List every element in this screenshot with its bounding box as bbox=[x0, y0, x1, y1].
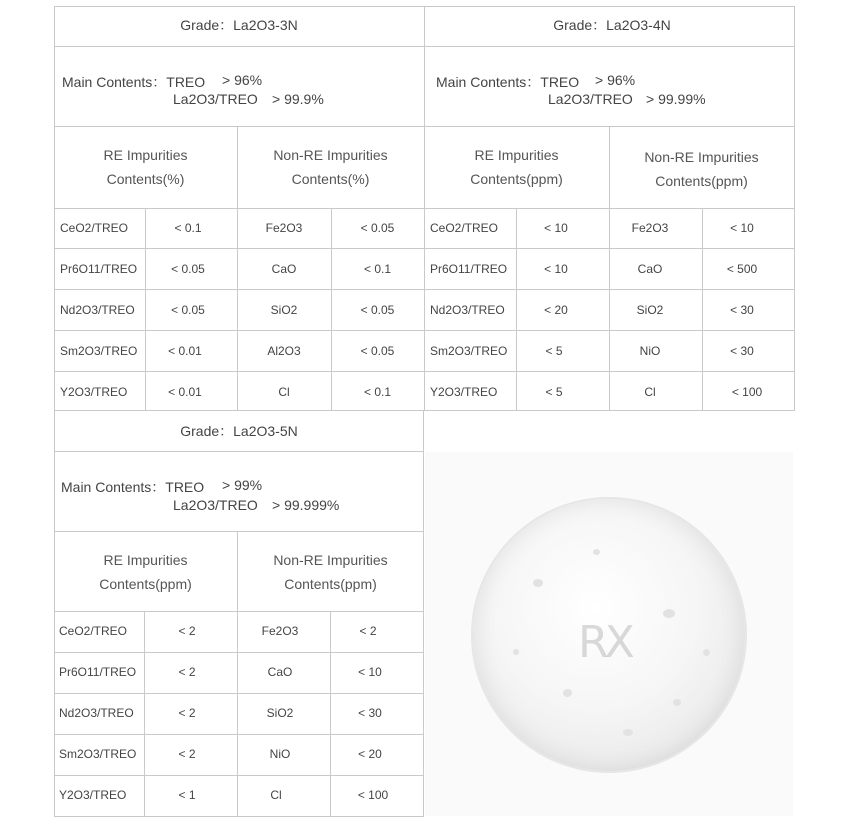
la-treo-label: La2O3/TREO bbox=[548, 91, 633, 107]
table-cell: < 2 bbox=[178, 665, 196, 679]
table-cell: < 0.1 bbox=[363, 385, 392, 399]
grade-title: Grade：La2O3-3N bbox=[180, 17, 298, 33]
table-cell: < 30 bbox=[358, 706, 382, 720]
re-header: RE Impurities Contents(ppm) bbox=[99, 552, 192, 592]
table-cell: Cl bbox=[270, 788, 282, 802]
table-row: CeO2/TREO bbox=[60, 221, 129, 235]
table-row: Sm2O3/TREO bbox=[59, 747, 137, 761]
table-row: CeO2/TREO bbox=[430, 221, 499, 235]
re-header: RE Impurities Contents(ppm) bbox=[470, 147, 563, 187]
re-header: RE Impurities Contents(%) bbox=[103, 147, 188, 187]
table-row: Pr6O11/TREO bbox=[430, 262, 508, 276]
la-treo-value: > 99.999% bbox=[272, 497, 340, 513]
table-cell: < 30 bbox=[730, 344, 754, 358]
table-cell: CaO bbox=[637, 262, 663, 276]
table-cell: < 500 bbox=[726, 262, 758, 276]
table-cell: Al2O3 bbox=[267, 344, 301, 358]
table-cell: < 10 bbox=[730, 221, 754, 235]
grade-title: Grade：La2O3-4N bbox=[553, 17, 671, 33]
main-contents-label: Main Contents：TREO bbox=[62, 74, 206, 90]
table-row: CeO2/TREO bbox=[59, 624, 128, 638]
table-row: Sm2O3/TREO bbox=[60, 344, 138, 358]
table-cell: Fe2O3 bbox=[631, 221, 669, 235]
la-treo-label: La2O3/TREO bbox=[173, 91, 258, 107]
table-cell: < 30 bbox=[730, 303, 754, 317]
product-photo bbox=[425, 452, 793, 816]
table-cell: < 0.05 bbox=[360, 303, 395, 317]
table-cell: < 0.01 bbox=[168, 385, 202, 399]
table-row: Nd2O3/TREO bbox=[430, 303, 505, 317]
table-cell: < 0.05 bbox=[360, 344, 395, 358]
table-cell: < 100 bbox=[731, 385, 763, 399]
table-cell: SiO2 bbox=[636, 303, 664, 317]
treo-value: > 96% bbox=[222, 72, 263, 88]
table-cell: < 20 bbox=[358, 747, 382, 761]
table-cell: < 2 bbox=[178, 747, 196, 761]
table-row: Nd2O3/TREO bbox=[59, 706, 134, 720]
table-row: Y2O3/TREO bbox=[430, 385, 498, 399]
table-row: Pr6O11/TREO bbox=[60, 262, 138, 276]
table-cell: < 0.1 bbox=[363, 262, 392, 276]
table-cell: < 10 bbox=[544, 262, 568, 276]
table-cell: Fe2O3 bbox=[261, 624, 299, 638]
table-cell: < 2 bbox=[359, 624, 377, 638]
table-cell: SiO2 bbox=[270, 303, 298, 317]
table-cell: Fe2O3 bbox=[265, 221, 303, 235]
la-treo-label: La2O3/TREO bbox=[173, 497, 258, 513]
table-cell: NiO bbox=[639, 344, 661, 358]
table-cell: < 1 bbox=[178, 788, 196, 802]
nonre-header: Non-RE Impurities Contents(ppm) bbox=[644, 149, 759, 189]
table-cell: NiO bbox=[269, 747, 291, 761]
table-cell: < 0.01 bbox=[168, 344, 202, 358]
treo-value: > 96% bbox=[595, 72, 636, 88]
table-cell: < 0.05 bbox=[360, 221, 395, 235]
treo-value: > 99% bbox=[222, 477, 263, 493]
table-cell: Cl bbox=[644, 385, 656, 399]
table-row: Nd2O3/TREO bbox=[60, 303, 135, 317]
main-contents-label: Main Contents：TREO bbox=[61, 479, 205, 495]
table-cell: < 10 bbox=[358, 665, 382, 679]
table-cell: < 0.05 bbox=[171, 303, 205, 317]
table-cell: < 10 bbox=[544, 221, 568, 235]
table-cell: < 2 bbox=[178, 706, 196, 720]
table-cell: CaO bbox=[267, 665, 293, 679]
table-cell: < 2 bbox=[178, 624, 196, 638]
table-cell: < 0.05 bbox=[171, 262, 205, 276]
la-treo-value: > 99.99% bbox=[646, 91, 706, 107]
table-row: Sm2O3/TREO bbox=[430, 344, 508, 358]
table-cell: < 5 bbox=[545, 344, 563, 358]
nonre-header: Non-RE Impurities Contents(ppm) bbox=[273, 552, 388, 592]
table-cell: < 20 bbox=[544, 303, 568, 317]
main-contents-label: Main Contents：TREO bbox=[436, 74, 580, 90]
table-cell: < 0.1 bbox=[174, 221, 202, 235]
table-row: Y2O3/TREO bbox=[59, 788, 127, 802]
table-cell: Cl bbox=[278, 385, 290, 399]
table-row: Y2O3/TREO bbox=[60, 385, 128, 399]
la-treo-value: > 99.9% bbox=[272, 91, 324, 107]
table-row: Pr6O11/TREO bbox=[59, 665, 137, 679]
grade-title: Grade：La2O3-5N bbox=[180, 423, 298, 439]
watermark: RX bbox=[578, 617, 631, 668]
table-cell: < 100 bbox=[357, 788, 389, 802]
table-cell: < 5 bbox=[545, 385, 563, 399]
table-cell: SiO2 bbox=[266, 706, 294, 720]
table-cell: CaO bbox=[271, 262, 297, 276]
nonre-header: Non-RE Impurities Contents(%) bbox=[273, 147, 388, 187]
